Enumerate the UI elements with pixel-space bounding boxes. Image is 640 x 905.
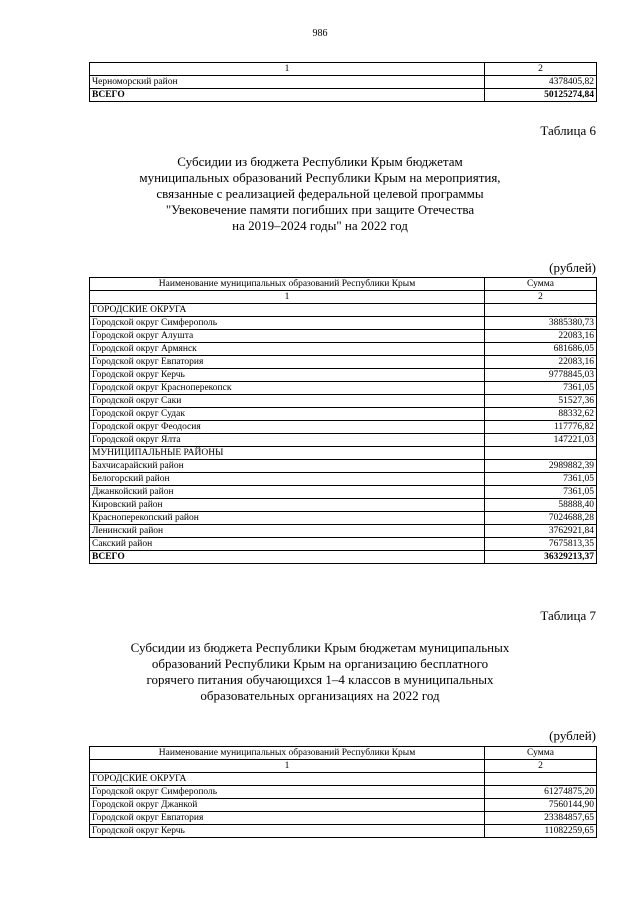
- page-number: 986: [312, 28, 328, 39]
- section-row: [90, 304, 597, 317]
- title-line: образований Республики Крым на организацию бесплатного: [151, 656, 489, 671]
- municipality-name: Черноморский район: [90, 76, 485, 89]
- table-7: [89, 746, 597, 838]
- header-sum: Сумма: [485, 278, 597, 291]
- amount: 147221,03: [485, 434, 597, 447]
- municipality-name: Городской округ Красноперекопск: [90, 382, 485, 395]
- title-line: муниципальных образований Республики Крым на мероприятия,: [139, 170, 501, 185]
- table-row: [90, 812, 597, 825]
- section-title: ГОРОДСКИЕ ОКРУГА: [90, 773, 485, 786]
- table-row: [90, 460, 597, 473]
- table-row: [90, 76, 597, 89]
- municipality-name: Белогорский район: [90, 473, 485, 486]
- table-row: [90, 421, 597, 434]
- header-row: [90, 278, 597, 291]
- table-row: [90, 525, 597, 538]
- municipality-name: Красноперекопский район: [90, 512, 485, 525]
- section-title: ГОРОДСКИЕ ОКРУГА: [90, 304, 485, 317]
- amount: [485, 304, 597, 317]
- column-number-row: [90, 291, 597, 304]
- table-row: [90, 317, 597, 330]
- municipality-name: Городской округ Симферополь: [90, 317, 485, 330]
- total-row: [90, 551, 597, 564]
- table-row: [90, 382, 597, 395]
- table-row: [90, 825, 597, 838]
- municipality-name: Городской округ Симферополь: [90, 786, 485, 799]
- table-row: [90, 434, 597, 447]
- table-row: [90, 499, 597, 512]
- municipality-name: Ленинский район: [90, 525, 485, 538]
- title-line: Субсидии из бюджета Республики Крым бюджетам муниципальных: [130, 640, 510, 655]
- municipality-name: Городской округ Саки: [90, 395, 485, 408]
- column-number-1: 1: [90, 760, 485, 773]
- table-row: [90, 330, 597, 343]
- amount: 7361,05: [485, 473, 597, 486]
- header-name: Наименование муниципальных образований Республики Крым: [90, 747, 485, 760]
- municipality-name: Бахчисарайский район: [90, 460, 485, 473]
- table-row: [90, 473, 597, 486]
- municipality-name: Городской округ Ялта: [90, 434, 485, 447]
- table-row: [90, 369, 597, 382]
- amount: 11082259,65: [485, 825, 597, 838]
- total-label: ВСЕГО: [90, 551, 485, 564]
- municipality-name: Городской округ Керчь: [90, 825, 485, 838]
- title-line: связанные с реализацией федеральной целевой программы: [156, 186, 484, 201]
- title-line: образовательных организациях на 2022 год: [200, 688, 440, 703]
- amount: 117776,82: [485, 421, 597, 434]
- amount: 7361,05: [485, 486, 597, 499]
- table-7-units: (рублей): [549, 728, 596, 743]
- amount: 7024688,28: [485, 512, 597, 525]
- table-row: [90, 786, 597, 799]
- amount: 9778845,03: [485, 369, 597, 382]
- municipality-name: Джанкойский район: [90, 486, 485, 499]
- table-row: [90, 356, 597, 369]
- amount: 22083,16: [485, 356, 597, 369]
- header-sum: Сумма: [485, 747, 597, 760]
- amount: 22083,16: [485, 330, 597, 343]
- amount: 7560144,90: [485, 799, 597, 812]
- amount: 3762921,84: [485, 525, 597, 538]
- municipality-name: Городской округ Феодосия: [90, 421, 485, 434]
- table-6-label: Таблица 6: [540, 123, 596, 138]
- municipality-name: Городской округ Алушта: [90, 330, 485, 343]
- amount: 681686,05: [485, 343, 597, 356]
- table-row: [90, 395, 597, 408]
- table-6: [89, 277, 597, 564]
- total-amount: 36329213,37: [485, 551, 597, 564]
- column-number-2: 2: [485, 291, 597, 304]
- municipality-name: Городской округ Евпатория: [90, 812, 485, 825]
- amount: 51527,36: [485, 395, 597, 408]
- title-line: на 2019–2024 годы" на 2022 год: [232, 218, 408, 233]
- header-row: [90, 747, 597, 760]
- municipality-name: Сакский район: [90, 538, 485, 551]
- table-7-label: Таблица 7: [540, 608, 596, 623]
- table-5-continued: [89, 62, 597, 102]
- section-title: МУНИЦИПАЛЬНЫЕ РАЙОНЫ: [90, 447, 485, 460]
- municipality-name: Городской округ Армянск: [90, 343, 485, 356]
- section-row: [90, 447, 597, 460]
- total-label: ВСЕГО: [90, 89, 485, 102]
- column-number-2: 2: [485, 63, 597, 76]
- column-number-row: [90, 760, 597, 773]
- table-row: [90, 538, 597, 551]
- amount: 7361,05: [485, 382, 597, 395]
- municipality-name: Городской округ Евпатория: [90, 356, 485, 369]
- table-row: [90, 512, 597, 525]
- total-row: [90, 89, 597, 102]
- municipality-name: Городской округ Джанкой: [90, 799, 485, 812]
- title-line: Субсидии из бюджета Республики Крым бюджетам: [177, 154, 463, 169]
- amount: 7675813,35: [485, 538, 597, 551]
- column-number-2: 2: [485, 760, 597, 773]
- title-line: "Увековечение памяти погибших при защите Отечества: [165, 202, 475, 217]
- column-number-1: 1: [90, 291, 485, 304]
- table-6-title: [0, 154, 640, 234]
- municipality-name: Городской округ Судак: [90, 408, 485, 421]
- table-row: [90, 343, 597, 356]
- amount: [485, 773, 597, 786]
- amount: 4378405,82: [485, 76, 597, 89]
- section-row: [90, 773, 597, 786]
- amount: [485, 447, 597, 460]
- column-number-1: 1: [90, 63, 485, 76]
- amount: 88332,62: [485, 408, 597, 421]
- title-line: горячего питания обучающихся 1–4 классов в муниципальных: [146, 672, 494, 687]
- total-amount: 50125274,84: [485, 89, 597, 102]
- table-row: [90, 408, 597, 421]
- municipality-name: Кировский район: [90, 499, 485, 512]
- header-name: Наименование муниципальных образований Республики Крым: [90, 278, 485, 291]
- municipality-name: Городской округ Керчь: [90, 369, 485, 382]
- amount: 2989882,39: [485, 460, 597, 473]
- amount: 23384857,65: [485, 812, 597, 825]
- table-7-title: [0, 640, 640, 704]
- column-number-row: [90, 63, 597, 76]
- amount: 3885380,73: [485, 317, 597, 330]
- table-6-units: (рублей): [549, 260, 596, 275]
- table-row: [90, 486, 597, 499]
- table-row: [90, 799, 597, 812]
- amount: 61274875,20: [485, 786, 597, 799]
- amount: 58888,40: [485, 499, 597, 512]
